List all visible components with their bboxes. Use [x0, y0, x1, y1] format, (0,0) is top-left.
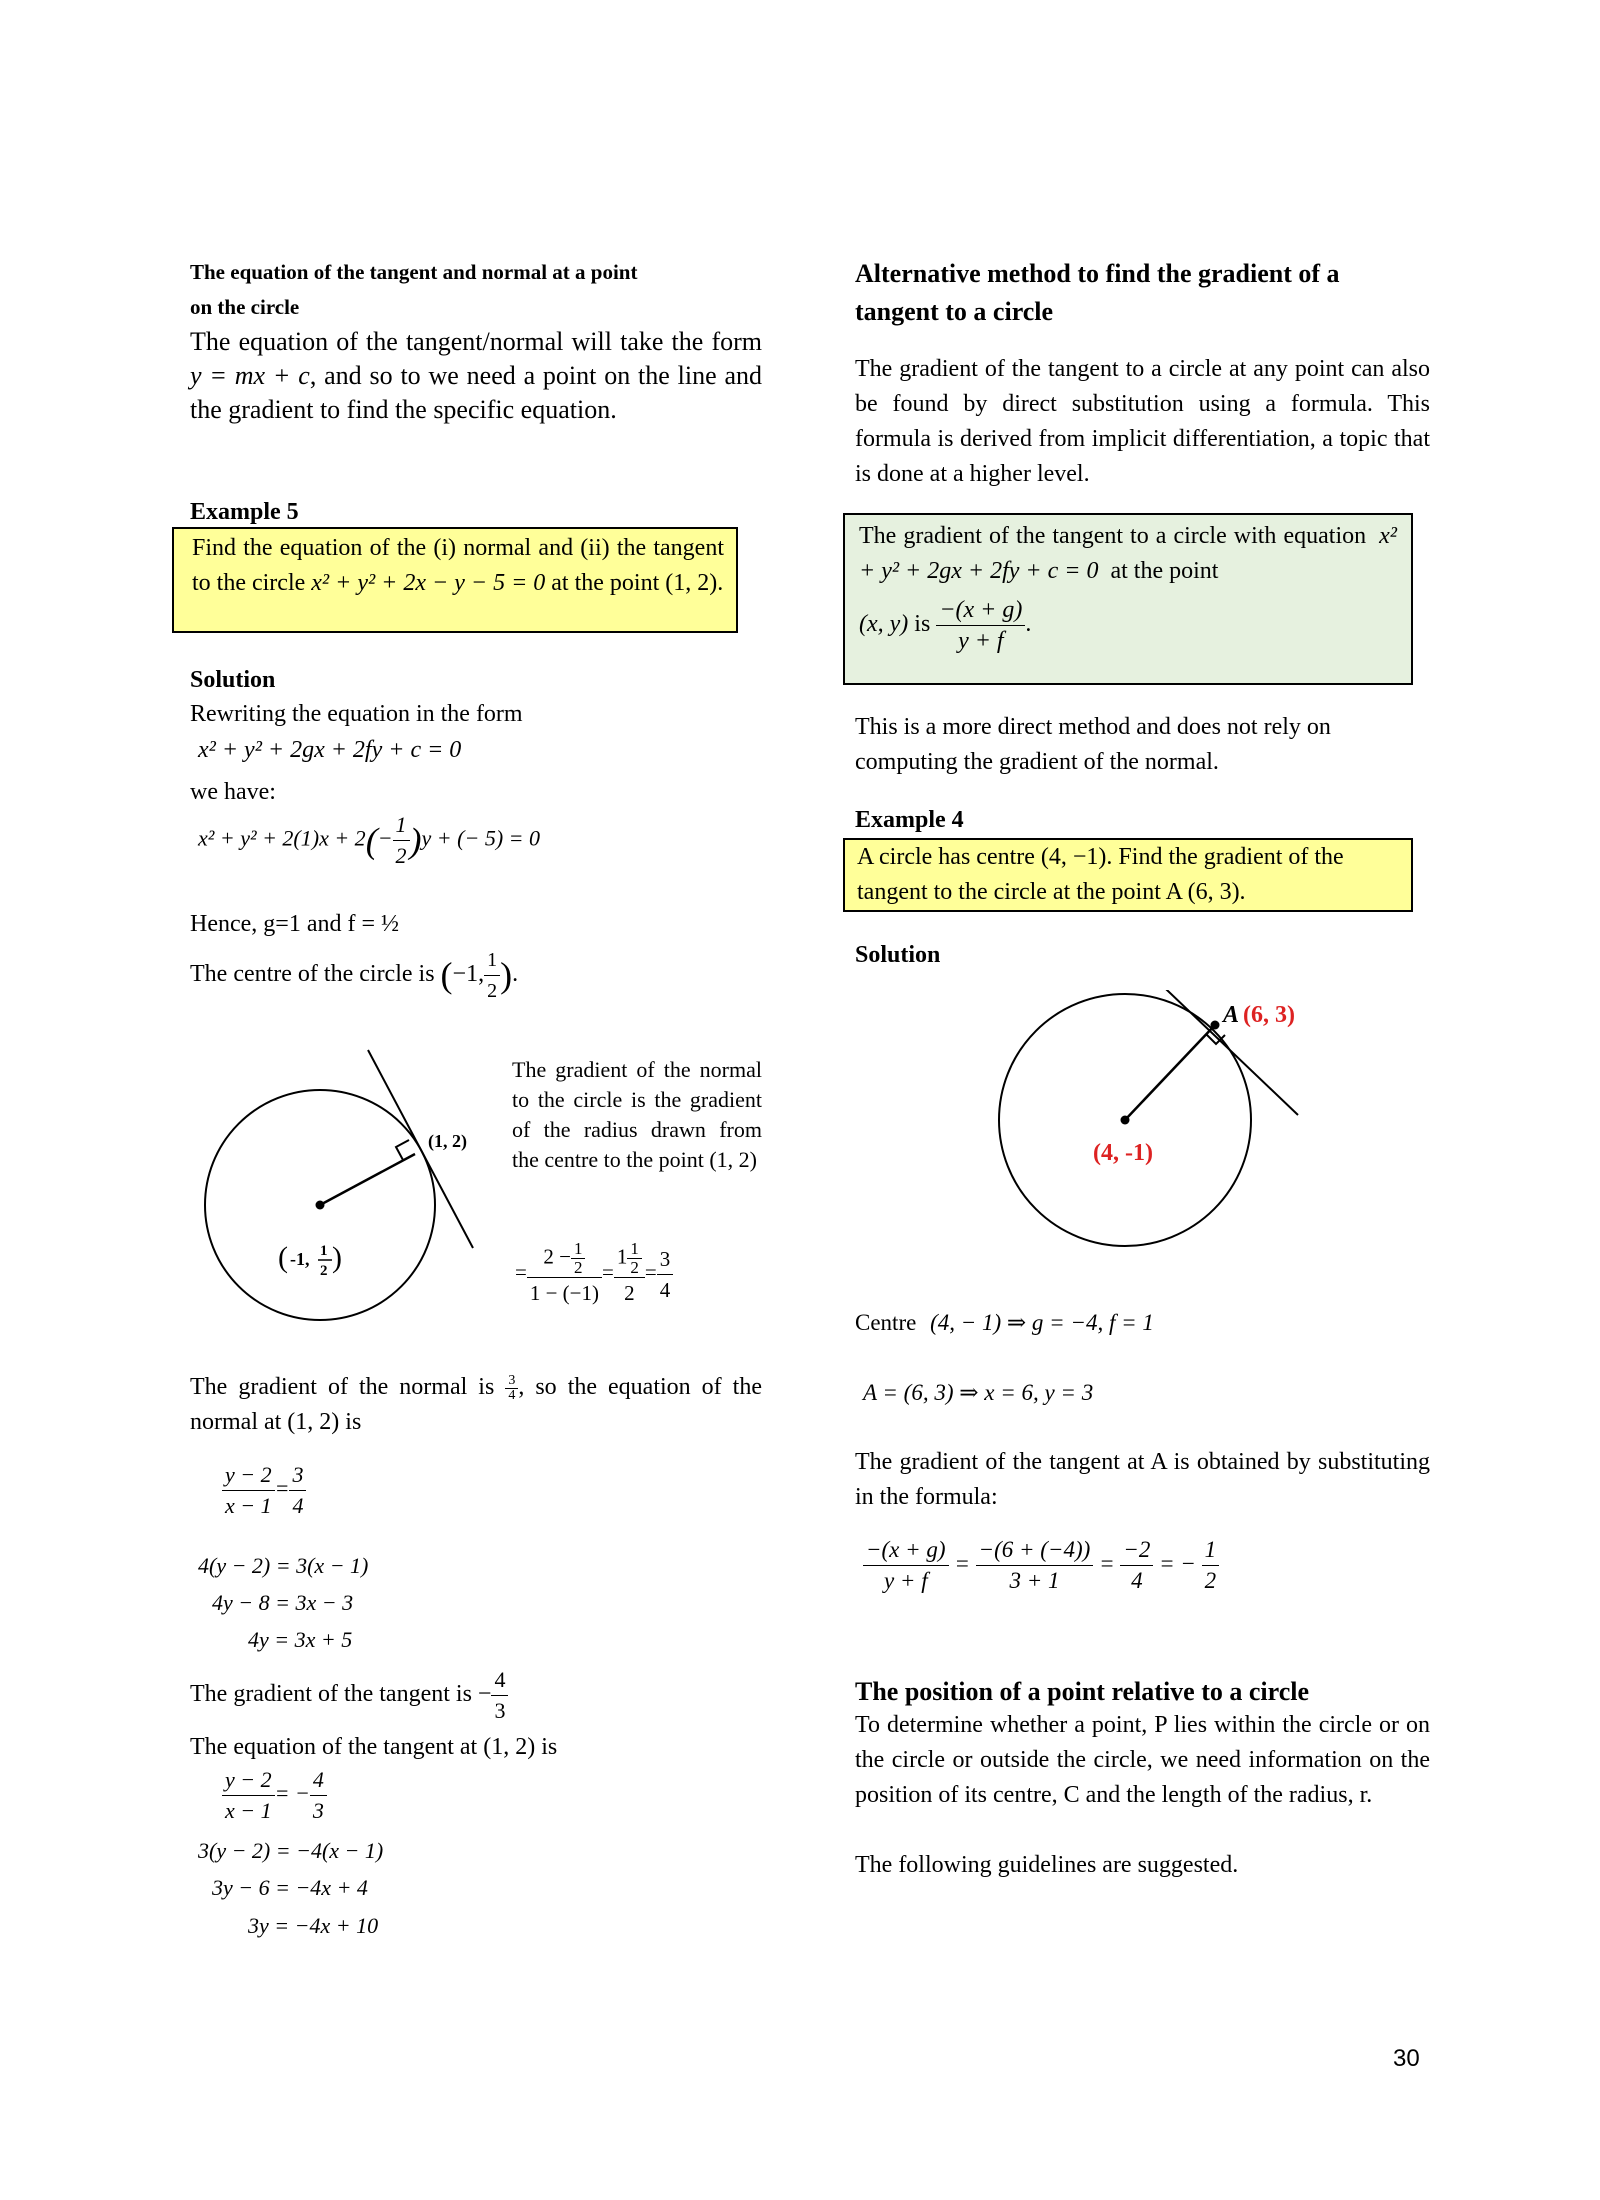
example4-text: A circle has centre (4, −1). Find the gradient of the tangent to the circle at the point A (6, 3). — [857, 844, 1344, 905]
diagram-centre-label: (4, -1) — [1093, 1140, 1153, 1166]
centre-dot — [1121, 1116, 1130, 1125]
right-para2: This is a more direct method and does not rely on computing the gradient of the normal. — [855, 714, 1331, 775]
diagram-point-A-label: A — [1223, 1002, 1240, 1028]
centre-line-b: (4, − 1) ⇒ g = −4, f = 1 — [930, 1310, 1154, 1335]
we-have-text: we have: — [190, 779, 276, 805]
intro-text-b: , and so to we need a point on the line and the gradient to find the specific equation. — [190, 361, 762, 424]
general-equation: x² + y² + 2gx + 2fy + c = 0 — [198, 737, 462, 763]
sub-eq-part-a: x² + y² + 2(1)x + 2 — [198, 825, 366, 851]
normal-text-b: , so the equation of the normal at (1, 2) is — [190, 1374, 762, 1435]
calc-d2: 3 + 1 — [1009, 1568, 1060, 1593]
left-circle-diagram — [190, 1035, 510, 1345]
gradient-note: The gradient of the normal to the circle is the gradient of the radius drawn from the centre to the point (1, 2) — [512, 1057, 762, 1172]
rewrite-text: Rewriting the equation in the form — [190, 701, 523, 727]
intro-formula: y = mx + c — [190, 361, 310, 390]
calc-d3: 4 — [1131, 1568, 1143, 1593]
example4-box — [843, 838, 1413, 912]
box-text-a: The gradient of the tangent to a circle with equation — [859, 523, 1367, 549]
tangent-eq1-d: x − 1 — [225, 1798, 272, 1823]
normal-eq1-n: y − 2 — [222, 1460, 275, 1491]
box-frac-d: y + f — [958, 628, 1004, 654]
diagram-centre-num: 1 — [320, 1243, 328, 1259]
formula-box-text — [859, 519, 1397, 589]
calc-d4: 2 — [1204, 1568, 1217, 1593]
substituted-equation: x² + y² + 2(1)x + 2(− $\frac{1}{2}$ )y + (− 5) = 0 — [198, 810, 540, 871]
normal-text-a: The gradient of the normal is — [190, 1374, 495, 1400]
centre-val-num: 1 — [484, 945, 500, 976]
normal-frac-d: 4 — [508, 1387, 516, 1403]
example5-equation: x² + y² + 2x − y − 5 = 0 — [311, 570, 546, 596]
centre-derivation — [855, 1310, 1154, 1336]
grad-calc-half-n: 1 — [571, 1240, 586, 1259]
centre-line: The centre of the circle is (−1, $\frac{1}{2}$ ). — [190, 945, 518, 1006]
left-heading-line2: on the circle — [190, 295, 300, 319]
grad-calc-res-d: 4 — [659, 1277, 671, 1302]
grad-calc-half-d: 2 — [573, 1258, 583, 1277]
box-point: (x, y) — [859, 611, 909, 638]
svg-text:): ) — [332, 1241, 342, 1274]
box-equation: x² + y² + 2gx + 2fy + c = 0 — [859, 523, 1398, 584]
calc-n3: −2 — [1120, 1535, 1153, 1566]
grad-calc-mid-n: 1 — [627, 1240, 642, 1259]
centre-text: The centre of the circle is — [190, 961, 435, 988]
grad-calc-den1: 1 − (−1) — [529, 1281, 600, 1305]
box-text-b: at the point — [1110, 558, 1219, 584]
tangent-eq4: 3y = −4x + 10 — [248, 1913, 379, 1938]
normal-eq1: $\frac{y - 2}{x - 1}$ = $\frac{3}{4}$ — [222, 1460, 306, 1521]
diagram-point-label: (6, 3) — [1243, 1002, 1295, 1028]
example5-box — [172, 527, 738, 633]
right-circle-diagram — [985, 990, 1325, 1250]
normal-eq1-rn: 3 — [289, 1460, 306, 1491]
example5-label: Example 5 — [190, 499, 299, 525]
right-para1: The gradient of the tangent to a circle at any point can also be found by direct substitution using a formula. This formula is derived from implicit differentiation, a topic that is done at a higher level. — [855, 356, 1430, 487]
right-heading-line2: tangent to a circle — [855, 297, 1054, 326]
left-heading-line1: The equation of the tangent and normal at a point — [190, 260, 638, 284]
tangent-grad-n: 4 — [491, 1665, 508, 1696]
normal-eq4: 4y = 3x + 5 — [248, 1627, 353, 1652]
svg-text:(: ( — [278, 1241, 288, 1274]
tangent-eq1-rn: 4 — [310, 1765, 327, 1796]
grad-calc-res-n: 3 — [657, 1244, 674, 1275]
normal-frac-n: 3 — [505, 1374, 518, 1389]
normal-eq2: 4(y − 2) = 3(x − 1) — [198, 1553, 369, 1578]
substitution-calc: $\frac{-(x + g)}{y + f}$ = $\frac{-(6 + (-4))}{3 + 1}$ = $\frac{-2}{4}$ = − $\frac{1}{2}$ — [863, 1535, 1219, 1596]
tangent-eq2: 3(y − 2) = −4(x − 1) — [198, 1838, 384, 1863]
solution-label-right: Solution — [855, 942, 941, 968]
tangent-eq1-rd: 3 — [312, 1798, 324, 1823]
centre-line-a: Centre — [855, 1310, 917, 1335]
tangent-eq1: $\frac{y - 2}{x - 1}$ = − $\frac{4}{3}$ — [222, 1765, 327, 1826]
calc-n4: 1 — [1202, 1535, 1220, 1566]
diagram-point-label: (1, 2) — [428, 1131, 467, 1151]
example4-label: Example 4 — [855, 807, 964, 833]
solution-label-left: Solution — [190, 667, 276, 693]
example5-text — [192, 531, 724, 601]
centre-val-a: −1, — [452, 961, 485, 988]
box-frac-n: −(x + g) — [936, 595, 1025, 626]
tangent-eq1-n: y − 2 — [222, 1765, 275, 1796]
point-A-derivation: A = (6, 3) ⇒ x = 6, y = 3 — [863, 1380, 1094, 1405]
formula-box — [843, 513, 1413, 685]
intro-text-a: The equation of the tangent/normal will take the form — [190, 327, 762, 356]
centre-val-den: 2 — [487, 980, 498, 1002]
box-is: is — [914, 611, 931, 638]
example5-text-a: Find the equation of the (i) normal and (ii) the tangent to the circle — [192, 535, 724, 596]
radius-line — [1125, 1025, 1215, 1120]
position-text: To determine whether a point, P lies within the circle or on the circle or outside the circle, we need information on the position of its centre, C and the length of the radius, r. — [855, 1712, 1430, 1808]
gradient-calc: = 2 − $\frac{1}{2}$ 1 − (−1) = 1 $\frac{1}{2}$ 2 = $\frac{3}{4}$ — [515, 1240, 673, 1308]
position-text2: The following guidelines are suggested. — [855, 1852, 1239, 1878]
normal-gradient-text — [190, 1370, 762, 1440]
right-heading — [855, 255, 1430, 331]
tangent-gradient-line: The gradient of the tangent is − $\frac{4}{3}$ — [190, 1665, 508, 1726]
tangent-grad-text: The gradient of the tangent is — [190, 1681, 472, 1708]
position-heading: The position of a point relative to a circle — [855, 1677, 1309, 1706]
radius-line — [320, 1154, 415, 1205]
grad-calc-mid-whole: 1 — [616, 1244, 628, 1269]
normal-eq3: 4y − 8 = 3x − 3 — [212, 1590, 354, 1615]
example5-text-b: at the point (1, 2). — [545, 570, 724, 596]
sub-eq-half-den: 2 — [395, 843, 407, 868]
left-intro — [190, 325, 762, 427]
calc-d1: y + f — [883, 1568, 928, 1593]
diagram-centre-label: -1, — [290, 1249, 310, 1269]
left-heading — [190, 255, 762, 325]
diagram-centre-den: 2 — [320, 1263, 328, 1279]
grad-calc-num1: 2 − — [543, 1244, 571, 1269]
normal-eq1-rd: 4 — [292, 1493, 304, 1518]
substitution-text: The gradient of the tangent at A is obtained by substituting in the formula: — [855, 1449, 1430, 1510]
centre-dot — [316, 1201, 325, 1210]
hence-text: Hence, g=1 and f = ½ — [190, 911, 400, 937]
grad-calc-mid-d: 2 — [630, 1258, 639, 1277]
normal-eq1-d: x − 1 — [225, 1493, 272, 1518]
sub-eq-part-b: y + (− 5) = 0 — [421, 825, 541, 851]
right-heading-line1: Alternative method to find the gradient of a — [855, 259, 1340, 288]
grad-calc-mid-den: 2 — [624, 1281, 635, 1305]
tangent-eq-text: The equation of the tangent at (1, 2) is — [190, 1734, 558, 1760]
tangent-grad-d: 3 — [494, 1698, 506, 1723]
calc-n1: −(x + g) — [863, 1535, 949, 1566]
sub-eq-half-num: 1 — [393, 810, 410, 841]
tangent-eq3: 3y − 6 = −4x + 4 — [212, 1875, 368, 1900]
page-number: 30 — [1393, 2045, 1420, 2072]
point-A-dot — [1211, 1021, 1220, 1030]
box-formula-line: (x, y) is $\frac{-(x + g)}{y + f}$ . — [859, 597, 1032, 654]
calc-n2: −(6 + (−4)) — [976, 1535, 1094, 1566]
